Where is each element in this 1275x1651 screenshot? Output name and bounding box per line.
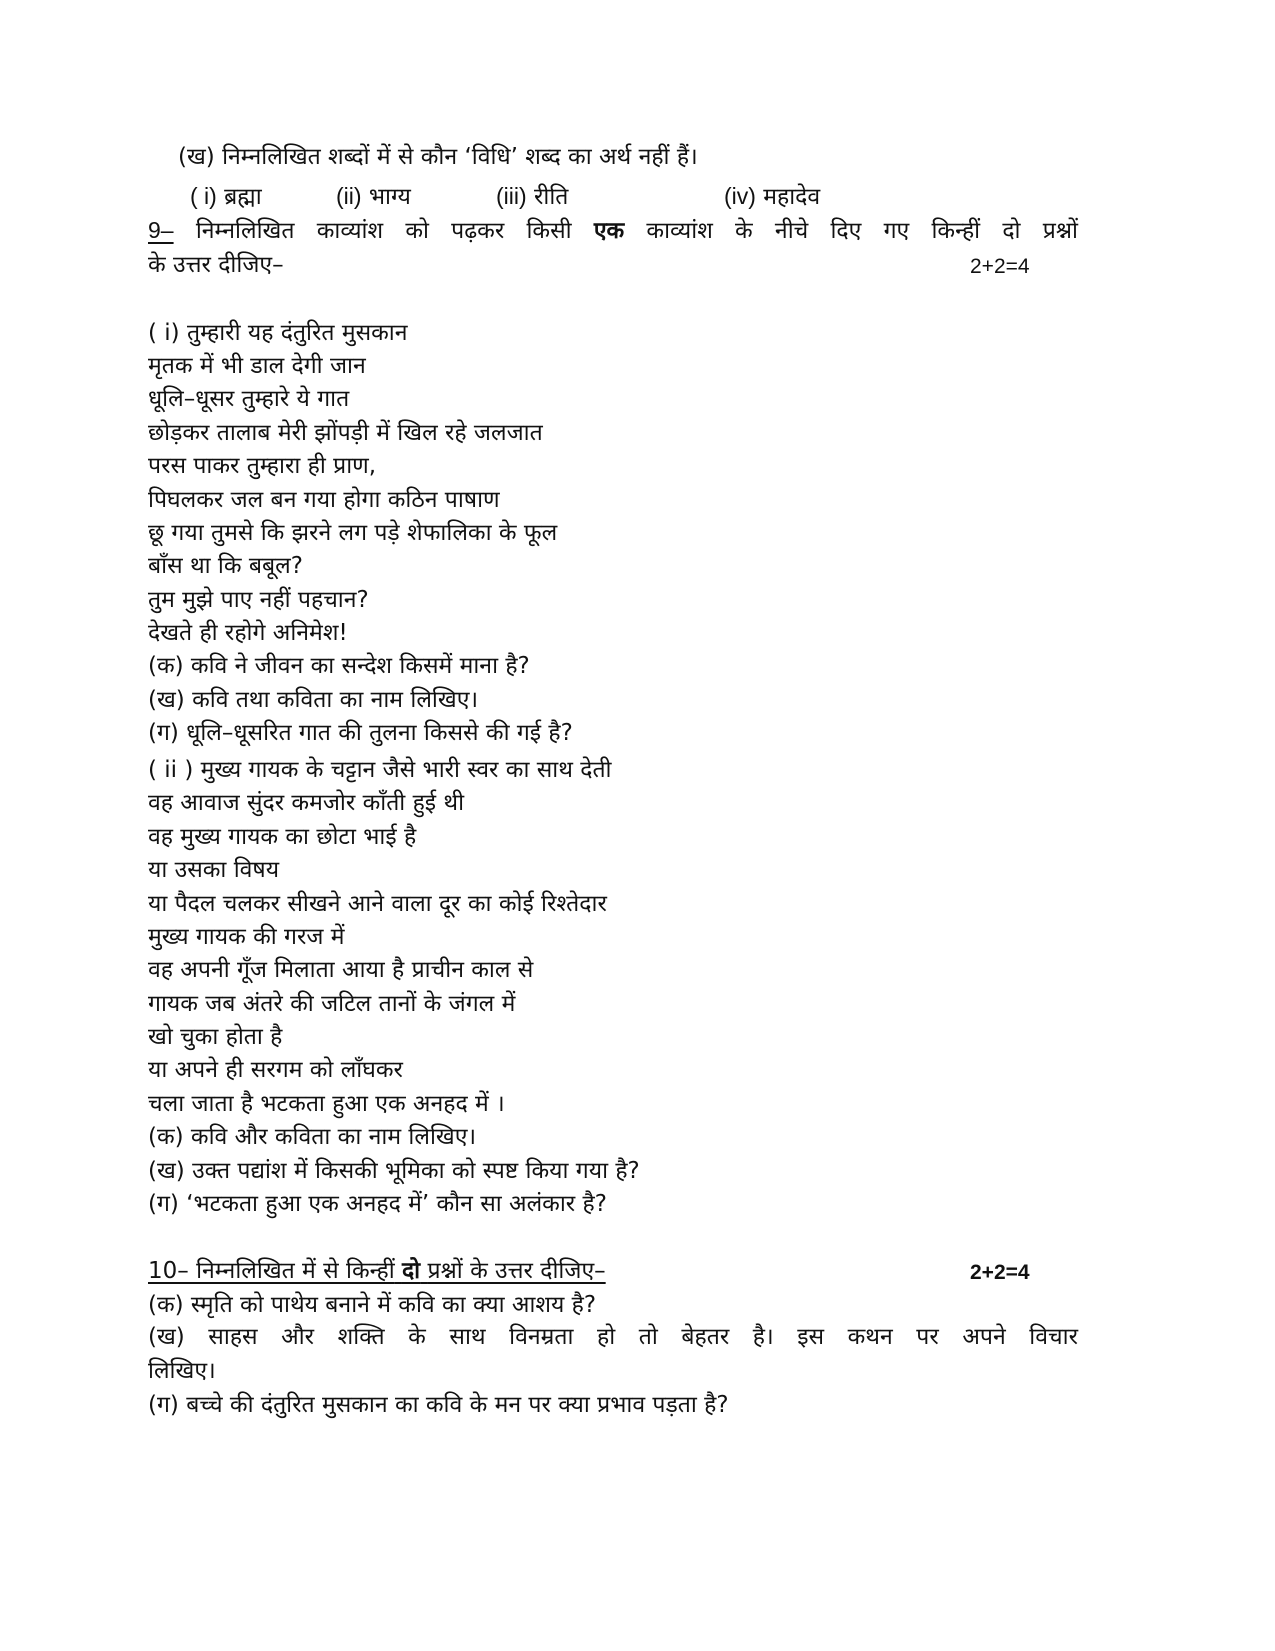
option-2: (ii) भाग्य — [336, 183, 411, 210]
poem1-line: मृतक में भी डाल देगी जान — [148, 353, 366, 379]
poem2-line: ( ii ) मुख्य गायक के चट्टान जैसे भारी स्वर का साथ देती — [148, 757, 612, 783]
q10-marks: 2+2=4 — [970, 1261, 1030, 1284]
option-1: ( i) ब्रह्मा — [190, 183, 262, 210]
q9-instruction-line2: के उत्तर दीजिए– — [148, 252, 284, 278]
poem1-line: बाँस था कि बबूल? — [148, 553, 303, 579]
q10-question-ka: (क) स्मृति को पाथेय बनाने में कवि का क्या आशय है? — [148, 1292, 597, 1318]
poem1-question: (ग) धूलि–धूसरित गात की तुलना किससे की गई है? — [148, 720, 573, 746]
poem1-line: ( i) तुम्हारी यह दंतुरित मुसकान — [148, 320, 408, 346]
poem1-question: (ख) कवि तथा कविता का नाम लिखिए। — [148, 687, 479, 713]
poem1-question: (क) कवि ने जीवन का सन्देश किसमें माना है? — [148, 653, 530, 679]
q8-part-kh: (ख) निम्नलिखित शब्दों में से कौन ‘विधि’ शब्द का अर्थ नहीं हैं। — [178, 144, 698, 170]
option-4: (iv) महादेव — [724, 183, 821, 210]
poem1-line: छोड़कर तालाब मेरी झोंपड़ी में खिल रहे जलजात — [148, 420, 543, 446]
q10-heading: 10– निम्नलिखित में से किन्हीं दो प्रश्नों के उत्तर दीजिए– — [148, 1258, 606, 1284]
poem2-line: वह मुख्य गायक का छोटा भाई है — [148, 824, 417, 850]
poem1-line: पिघलकर जल बन गया होगा कठिन पाषाण — [148, 487, 500, 513]
poem2-question: (ग) ‘भटकता हुआ एक अनहद में’ कौन सा अलंकार है? — [148, 1191, 607, 1217]
poem2-line: मुख्य गायक की गरज में — [148, 924, 345, 950]
poem2-line: गायक जब अंतरे की जटिल तानों के जंगल में — [148, 991, 516, 1017]
poem2-question: (क) कवि और कविता का नाम लिखिए। — [148, 1124, 477, 1150]
poem2-line: वह आवाज सुंदर कमजोर काँती हुई थी — [148, 790, 465, 816]
poem2-line: या उसका विषय — [148, 857, 280, 883]
q10-question-kh: (ख) साहस और शक्ति के साथ विनम्रता हो तो बेहतर है। इस कथन पर अपने विचार — [148, 1324, 1078, 1350]
q9-number: 9– — [148, 217, 174, 243]
poem2-line: वह अपनी गूँज मिलाता आया है प्राचीन काल से — [148, 957, 534, 983]
poem2-line: या अपने ही सरगम को लाँघकर — [148, 1057, 403, 1083]
poem1-line: देखते ही रहोगे अनिमेश! — [148, 620, 348, 646]
q10-question-ga: (ग) बच्चे की दंतुरित मुसकान का कवि के मन पर क्या प्रभाव पड़ता है? — [148, 1392, 729, 1418]
poem1-line: तुम मुझे पाए नहीं पहचान? — [148, 587, 369, 613]
q10-question-kh-cont: लिखिए। — [148, 1358, 216, 1384]
poem2-question: (ख) उक्त पद्यांश में किसकी भूमिका को स्पष्ट किया गया है? — [148, 1158, 640, 1184]
option-3: (iii) रीति — [496, 183, 569, 210]
poem2-line: या पैदल चलकर सीखने आने वाला दूर का कोई रिश्तेदार — [148, 891, 607, 917]
q9-instruction: 9– निम्नलिखित काव्यांश को पढ़कर किसी एक काव्यांश के नीचे दिए गए किन्हीं दो प्रश्नों — [148, 217, 1079, 244]
poem2-line: चला जाता है भटकता हुआ एक अनहद में । — [148, 1091, 505, 1117]
poem1-line: धूलि–धूसर तुम्हारे ये गात — [148, 386, 350, 412]
poem1-line: परस पाकर तुम्हारा ही प्राण, — [148, 453, 377, 479]
poem1-line: छू गया तुमसे कि झरने लग पड़े शेफालिका के फूल — [148, 520, 558, 546]
poem2-line: खो चुका होता है — [148, 1024, 283, 1050]
q9-marks: 2+2=4 — [970, 255, 1030, 278]
